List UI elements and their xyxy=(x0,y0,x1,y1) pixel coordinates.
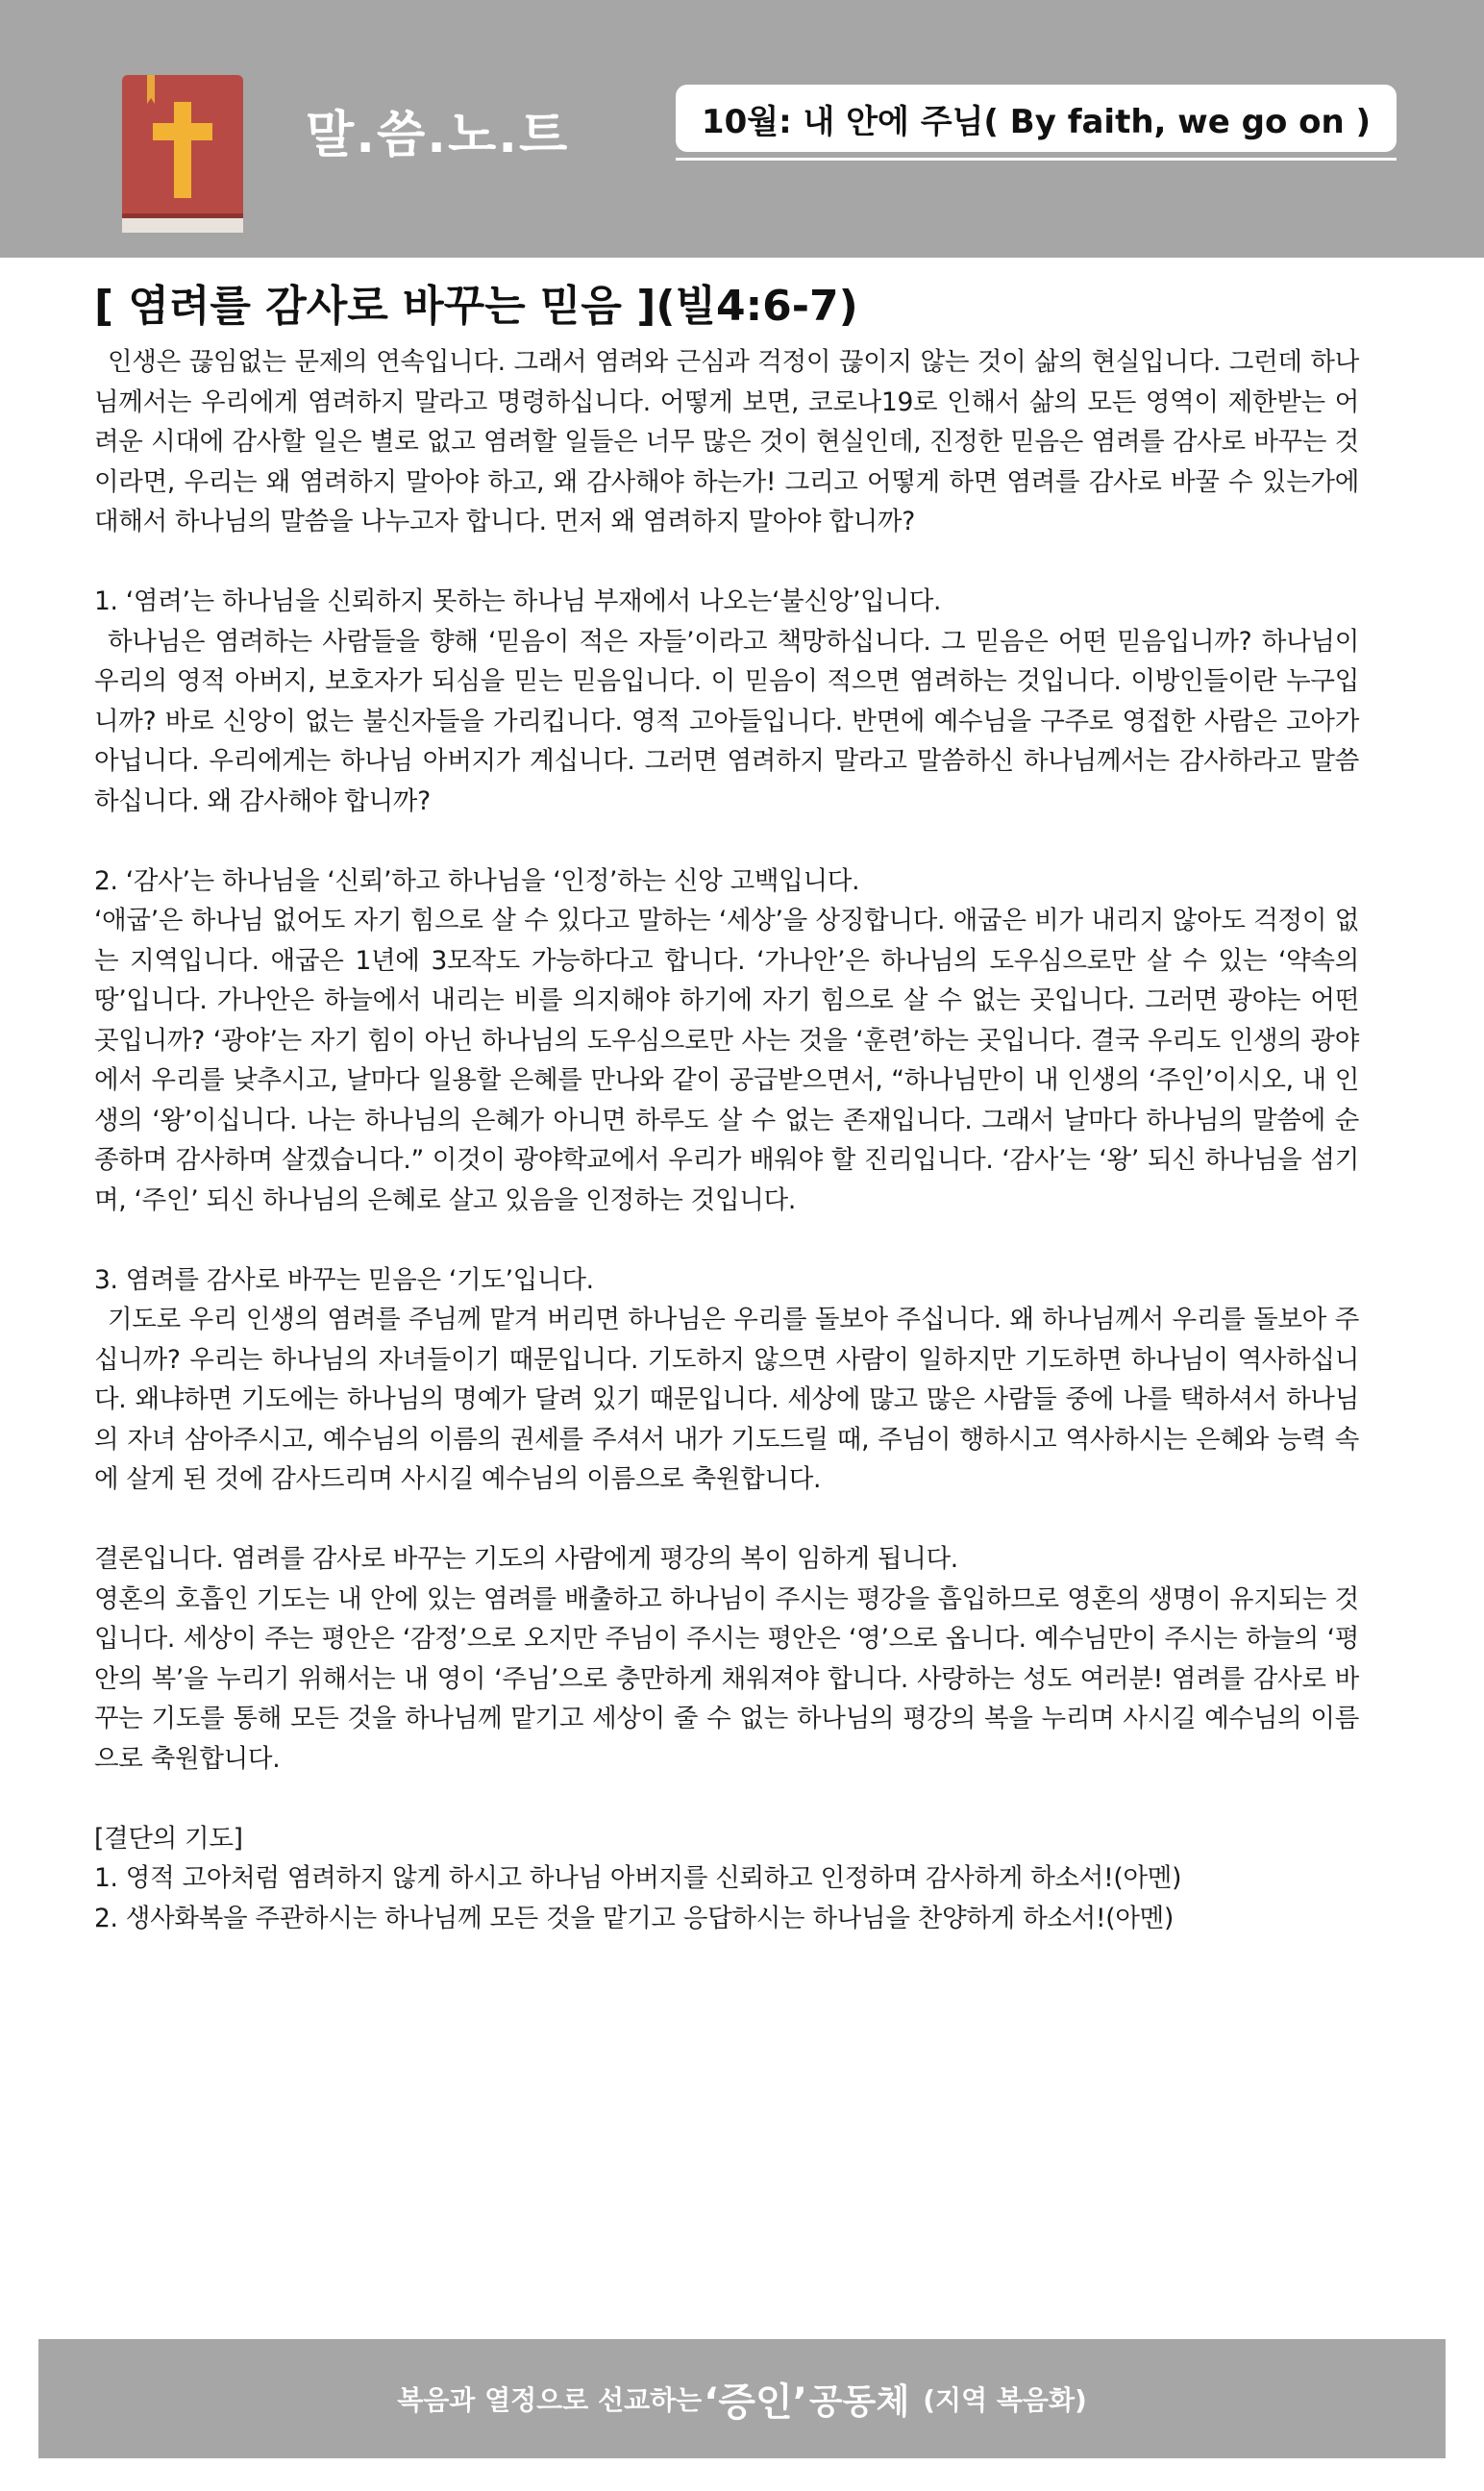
conclusion-body: 영혼의 호흡인 기도는 내 안에 있는 염려를 배출하고 하나님이 주시는 평강을 흡입하므로 영혼의 생명이 유지되는 것입니다. 세상이 주는 평안은 ‘감정’으로 오지만 주님이 주시는 평안은 ‘영’으로 옵니다. 예수님만이 주시는 하늘의 ‘평안의 복’을 누리기 위해서는 내 영이 ‘주님’으로 충만하게 채워져야 합니다. 사랑하는 성도 여러분! 염려를 감사로 바꾸는 기도를 통해 모든 것을 하나님께 맡기고 세상이 줄 수 없는 하나님의 평강의 복을 누리며 사시길 예수님의 이름으로 축원합니다. xyxy=(94,1583,1359,1774)
conclusion-heading: 결론입니다. 염려를 감사로 바꾸는 기도의 사람에게 평강의 복이 임하게 됩니다. xyxy=(94,1544,958,1574)
month-theme: 10월: 내 안에 주님( By faith, we go on ) xyxy=(676,85,1397,152)
header-band xyxy=(0,0,1484,258)
footer-text-2: ‘증인’ xyxy=(704,2379,807,2425)
footer-text-4: (지역 복음화) xyxy=(923,2384,1087,2416)
section-2-heading: 2. ‘감사’는 하나님을 ‘신뢰’하고 하나님을 ‘인정’하는 신앙 고백입니다. xyxy=(94,865,860,896)
footer-text-1: 복음과 열정으로 선교하는 xyxy=(397,2384,703,2416)
prayer-item-2: 2. 생사화복을 주관하시는 하나님께 모든 것을 맡기고 응답하시는 하나님을 찬양하게 하소서!(아멘) xyxy=(94,1903,1174,1933)
intro-paragraph: 인생은 끊임없는 문제의 연속입니다. 그래서 염려와 근심과 걱정이 끊이지 않는 것이 삶의 현실입니다. 그런데 하나님께서는 우리에게 염려하지 말라고 명령하십니다. 어떻게 보면, 코로나19로 인해서 삶의 모든 영역이 제한받는 어려운 시대에 감사할 일은 별로 없고 염려할 일들은 너무 많은 것이 현실인데, 진정한 믿음은 염려를 감사로 바꾸는 것이라면, 우리는 왜 염려하지 말아야 하고, 왜 감사해야 하는가! 그리고 어떻게 하면 염려를 감사로 바꿀 수 있는가에 대해서 하나님의 말씀을 나누고자 합니다. 먼저 왜 염려하지 말아야 합니까? xyxy=(94,347,1359,536)
section-1-heading: 1. ‘염려’는 하나님을 신뢰하지 못하는 하나님 부재에서 나오는‘불신앙’입니다. xyxy=(94,586,942,616)
section-1-body: 하나님은 염려하는 사람들을 향해 ‘믿음이 적은 자들’이라고 책망하십니다. 그 믿음은 어떤 믿음입니까? 하나님이 우리의 영적 아버지, 보호자가 되심을 믿는 믿음입니다. 이 믿음이 적으면 염려하는 것입니다. 이방인들이란 누구입니까? 바로 신앙이 없는 불신자들을 가리킵니다. 영적 고아들입니다. 반면에 예수님을 구주로 영접한 사람은 고아가 아닙니다. 우리에게는 하나님 아버지가 계십니다. 그러면 염려하지 말라고 말씀하신 하나님께서는 감사하라고 말씀하십니다. 왜 감사해야 합니까? xyxy=(94,626,1359,816)
prayer-heading: [결단의 기도] xyxy=(94,1823,243,1854)
prayer-item-1: 1. 영적 고아처럼 염려하지 않게 하시고 하나님 아버지를 신뢰하고 인정하며 감사하게 하소서!(아멘) xyxy=(94,1863,1182,1893)
month-underline xyxy=(676,158,1397,161)
footer-text-3: 공동체 xyxy=(808,2381,910,2422)
bible-book-icon xyxy=(122,75,243,233)
section-3-heading: 3. 염려를 감사로 바꾸는 믿음은 ‘기도’입니다. xyxy=(94,1264,594,1295)
brand-title: 말.씀.노.트 xyxy=(306,107,570,164)
sermon-title: [ 염려를 감사로 바꾸는 믿음 ](빌4:6-7) xyxy=(94,282,858,331)
footer-band xyxy=(38,2339,1446,2458)
sermon-content xyxy=(94,279,1359,1938)
section-2-body: ‘애굽’은 하나님 없어도 자기 힘으로 살 수 있다고 말하는 ‘세상’을 상징합니다. 애굽은 비가 내리지 않아도 걱정이 없는 지역입니다. 애굽은 1년에 3모작도 가능하다고 합니다. ‘가나안’은 하나님의 도우심으로만 살 수 있는 ‘약속의 땅’입니다. 가나안은 하늘에서 내리는 비를 의지해야 하기에 자기 힘으로 살 수 없는 곳입니다. 그러면 광야는 어떤 곳입니까? ‘광야’는 자기 힘이 아닌 하나님의 도우심으로만 사는 것을 ‘훈련’하는 곳입니다. 결국 우리도 인생의 광야에서 우리를 낮추시고, 날마다 일용할 은혜를 만나와 같이 공급받으면서, “하나님만이 내 인생의 ‘주인’이시오, 내 인생의 ‘왕’이십니다. 나는 하나님의 은혜가 아니면 하루도 살 수 없는 존재입니다. 그래서 날마다 하나님의 말씀에 순종하며 감사하며 살겠습니다.” 이것이 광야학교에서 우리가 배워야 할 진리입니다. ‘감사’는 ‘왕’ 되신 하나님을 섬기며, ‘주인’ 되신 하나님의 은혜로 살고 있음을 인정하는 것입니다. xyxy=(94,906,1359,1215)
section-3-body: 기도로 우리 인생의 염려를 주님께 맡겨 버리면 하나님은 우리를 돌보아 주십니다. 왜 하나님께서 우리를 돌보아 주십니까? 우리는 하나님의 자녀들이기 때문입니다. 기도하지 않으면 사람이 일하지만 기도하면 하나님이 역사하십니다. 왜냐하면 기도에는 하나님의 명예가 달려 있기 때문입니다. 세상에 많고 많은 사람들 중에 나를 택하셔서 하나님의 자녀 삼아주시고, 예수님의 이름의 권세를 주셔서 내가 기도드릴 때, 주님이 행하시고 역사하시는 은혜와 능력 속에 살게 된 것에 감사드리며 사시길 예수님의 이름으로 축원합니다. xyxy=(94,1305,1359,1494)
